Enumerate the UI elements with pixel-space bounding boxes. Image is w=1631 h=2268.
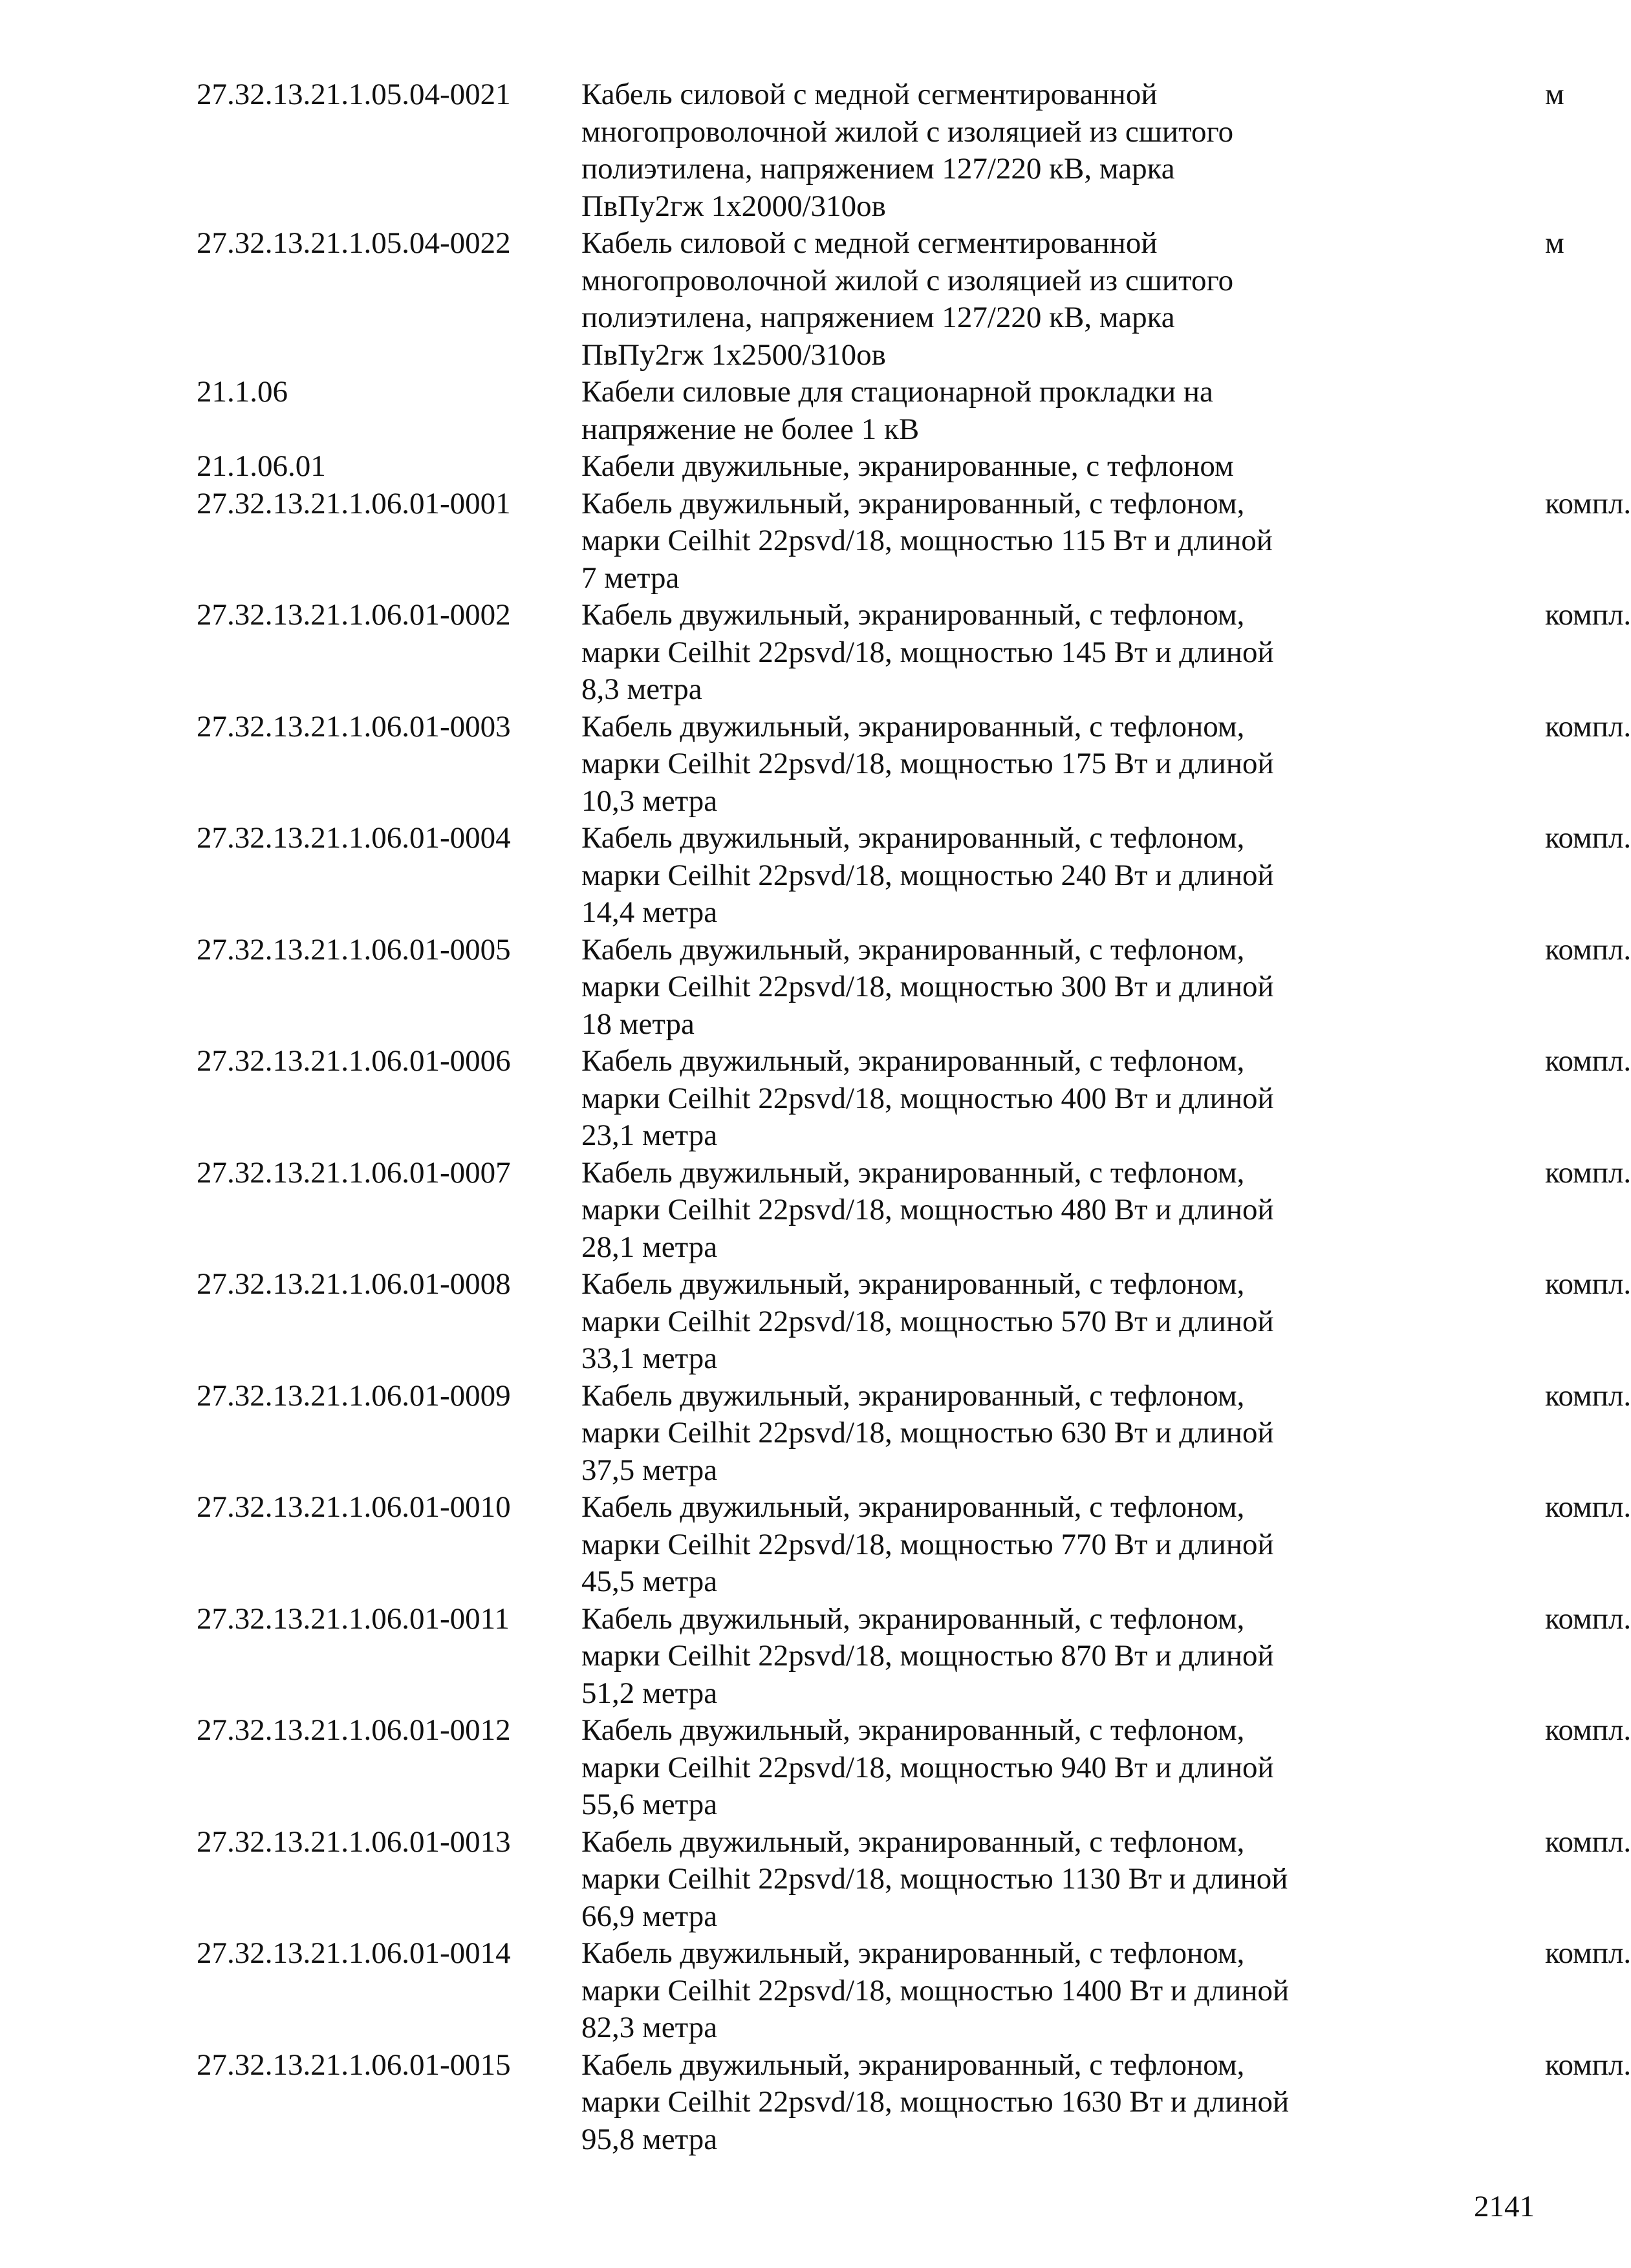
row-code: 27.32.13.21.1.06.01-0010	[197, 1490, 511, 1524]
row-name: Кабель двужильный, экранированный, с тефлоном, марки Ceilhit 22psvd/18, мощностью 240 Вт и длиной 14,4 метра	[581, 821, 1274, 929]
row-code: 21.1.06.01	[197, 449, 326, 483]
row-code: 27.32.13.21.1.05.04-0022	[197, 226, 511, 260]
table-row	[197, 1489, 1631, 1601]
row-code: 27.32.13.21.1.06.01-0013	[197, 1824, 511, 1859]
row-unit: компл.	[1545, 486, 1631, 520]
row-unit: компл.	[1545, 1267, 1631, 1301]
row-code: 27.32.13.21.1.06.01-0014	[197, 1936, 511, 1970]
table-row	[197, 374, 1477, 448]
row-code: 27.32.13.21.1.06.01-0004	[197, 821, 511, 855]
row-name: Кабель двужильный, экранированный, с тефлоном, марки Ceilhit 22psvd/18, мощностью 1400 Вт и длиной 82,3 метра	[581, 1936, 1290, 2044]
table-row	[197, 597, 1631, 709]
row-unit: компл.	[1545, 1936, 1631, 1970]
row-name: Кабель двужильный, экранированный, с тефлоном, марки Ceilhit 22psvd/18, мощностью 870 Вт и длиной 51,2 метра	[581, 1601, 1274, 1710]
row-unit: компл.	[1545, 1378, 1631, 1413]
table-row	[197, 2047, 1631, 2159]
table-row	[197, 225, 1564, 374]
row-name: Кабель двужильный, экранированный, с тефлоном, марки Ceilhit 22psvd/18, мощностью 115 Вт и длиной 7 метра	[581, 486, 1273, 595]
row-code: 21.1.06	[197, 375, 288, 409]
row-name: Кабель двужильный, экранированный, с тефлоном, марки Ceilhit 22psvd/18, мощностью 145 Вт и длиной 8,3 метра	[581, 598, 1274, 706]
row-name: Кабель двужильный, экранированный, с тефлоном, марки Ceilhit 22psvd/18, мощностью 770 Вт и длиной 45,5 метра	[581, 1490, 1274, 1598]
table-row	[197, 1043, 1631, 1155]
row-code: 27.32.13.21.1.06.01-0015	[197, 2048, 511, 2082]
row-unit: м	[1545, 78, 1564, 111]
row-unit: компл.	[1545, 1824, 1631, 1859]
row-code: 27.32.13.21.1.06.01-0012	[197, 1713, 511, 1747]
row-name: Кабель двужильный, экранированный, с тефлоном, марки Ceilhit 22psvd/18, мощностью 630 Вт и длиной 37,5 метра	[581, 1378, 1274, 1487]
classifier-table	[197, 76, 1631, 2158]
page-number: 2141	[1474, 2190, 1535, 2223]
table-row	[197, 1378, 1631, 1490]
table-row	[197, 1935, 1631, 2047]
table-row	[197, 1824, 1631, 1936]
row-unit: м	[1545, 226, 1564, 260]
row-unit: компл.	[1545, 709, 1631, 744]
row-code: 27.32.13.21.1.06.01-0005	[197, 932, 511, 967]
row-code: 27.32.13.21.1.06.01-0003	[197, 709, 511, 744]
row-name: Кабель двужильный, экранированный, с тефлоном, марки Ceilhit 22psvd/18, мощностью 570 Вт и длиной 33,1 метра	[581, 1267, 1274, 1375]
table-row	[197, 932, 1631, 1043]
table-row	[197, 820, 1631, 932]
row-name: Кабель двужильный, экранированный, с тефлоном, марки Ceilhit 22psvd/18, мощностью 1130 Вт и длиной 66,9 метра	[581, 1824, 1288, 1933]
row-unit: компл.	[1545, 1601, 1631, 1636]
table-row	[197, 486, 1631, 597]
row-unit: компл.	[1545, 821, 1631, 855]
table-row	[197, 1712, 1631, 1824]
table-row	[197, 1601, 1631, 1713]
row-code: 27.32.13.21.1.06.01-0011	[197, 1601, 510, 1636]
row-name: Кабель двужильный, экранированный, с тефлоном, марки Ceilhit 22psvd/18, мощностью 300 Вт и длиной 18 метра	[581, 932, 1274, 1041]
row-unit: компл.	[1545, 598, 1631, 632]
row-code: 27.32.13.21.1.05.04-0021	[197, 78, 511, 111]
row-code: 27.32.13.21.1.06.01-0006	[197, 1044, 511, 1078]
table-row	[197, 709, 1631, 820]
row-name: Кабель двужильный, экранированный, с тефлоном, марки Ceilhit 22psvd/18, мощностью 175 Вт и длиной 10,3 метра	[581, 709, 1274, 818]
row-name: Кабель двужильный, экранированный, с тефлоном, марки Ceilhit 22psvd/18, мощностью 480 Вт и длиной 28,1 метра	[581, 1155, 1274, 1264]
table-row	[197, 1155, 1631, 1267]
table-row	[197, 76, 1564, 225]
table-row	[197, 448, 1477, 486]
row-unit: компл.	[1545, 932, 1631, 967]
row-name: Кабель силовой с медной сегментированной многопроволочной жилой с изоляцией из сшитого полиэтилена, напряжением 127/220 кВ, марка ПвПу2гж 1х2000/310ов	[581, 78, 1234, 223]
row-name: Кабель силовой с медной сегментированной многопроволочной жилой с изоляцией из сшитого полиэтилена, напряжением 127/220 кВ, марка ПвПу2гж 1х2500/310ов	[581, 226, 1234, 372]
row-code: 27.32.13.21.1.06.01-0008	[197, 1267, 511, 1301]
row-name: Кабели двужильные, экранированные, с тефлоном	[581, 449, 1234, 483]
row-code: 27.32.13.21.1.06.01-0007	[197, 1155, 511, 1190]
row-unit: компл.	[1545, 2048, 1631, 2082]
row-unit: компл.	[1545, 1044, 1631, 1078]
row-code: 27.32.13.21.1.06.01-0002	[197, 598, 511, 632]
row-code: 27.32.13.21.1.06.01-0009	[197, 1378, 511, 1413]
row-name: Кабель двужильный, экранированный, с тефлоном, марки Ceilhit 22psvd/18, мощностью 1630 Вт и длиной 95,8 метра	[581, 2048, 1290, 2156]
row-name: Кабель двужильный, экранированный, с тефлоном, марки Ceilhit 22psvd/18, мощностью 940 Вт и длиной 55,6 метра	[581, 1713, 1274, 1821]
table-row	[197, 1266, 1631, 1378]
row-name: Кабели силовые для стационарной прокладки на напряжение не более 1 кВ	[581, 375, 1213, 446]
row-unit: компл.	[1545, 1713, 1631, 1747]
row-name: Кабель двужильный, экранированный, с тефлоном, марки Ceilhit 22psvd/18, мощностью 400 Вт и длиной 23,1 метра	[581, 1044, 1274, 1152]
row-unit: компл.	[1545, 1490, 1631, 1524]
row-code: 27.32.13.21.1.06.01-0001	[197, 486, 511, 520]
row-unit: компл.	[1545, 1155, 1631, 1190]
